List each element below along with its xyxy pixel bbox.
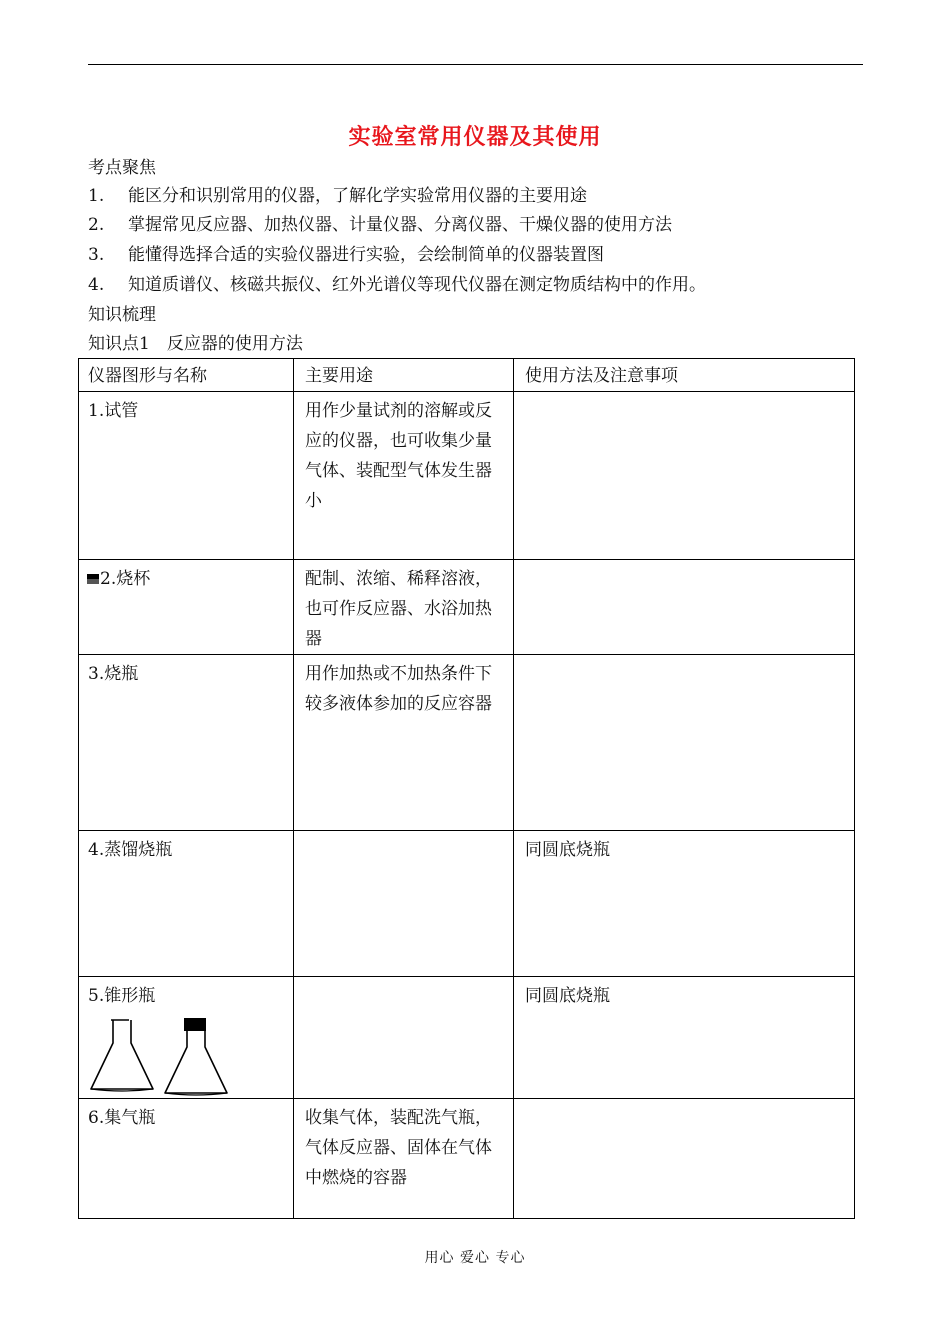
instrument-name: 6.集气瓶 [88,1108,156,1128]
objective-4 [88,274,706,296]
instrument-notes [514,1099,854,1103]
usage-cell [294,831,514,977]
notes-cell [514,977,855,1099]
instrument-notes: 同圆底烧瓶 [525,986,610,1006]
header-cell [79,359,294,392]
name-cell [79,831,294,977]
name-cell [79,392,294,560]
header-cell [514,359,855,392]
table-row [79,831,855,977]
objective-text: 知道质谱仪、核磁共振仪、红外光谱仪等现代仪器在测定物质结构中的作用。 [128,275,706,295]
usage-cell [294,560,514,655]
objective-2 [88,214,672,236]
name-cell [79,977,294,1099]
table-row [79,560,855,655]
section-focus-heading: 考点聚焦 [88,158,156,178]
name-cell [79,560,294,655]
flask-illustrations [89,1017,293,1097]
objective-number: 3. [88,245,105,265]
instrument-usage: 收集气体，装配洗气瓶，气体反应器、固体在气体中燃烧的容器 [305,1108,492,1188]
name-cell [79,655,294,831]
stoppered-conical-flask-icon [163,1017,229,1097]
instrument-usage [294,977,513,981]
instrument-name: 2.烧杯 [100,569,151,589]
header-name: 仪器图形与名称 [88,366,207,386]
objective-number: 1. [88,186,105,206]
table-header-row [79,359,855,392]
header-cell [294,359,514,392]
instrument-name: 1.试管 [88,401,139,421]
objective-number: 4. [88,275,105,295]
knowledge-point-heading: 知识点1 反应器的使用方法 [88,334,303,354]
instrument-notes: 同圆底烧瓶 [525,840,610,860]
header-notes: 使用方法及注意事项 [525,366,678,386]
table-row [79,1099,855,1219]
table-row [79,655,855,831]
header-rule [88,64,863,65]
table-row [79,977,855,1099]
page-title: 实验室常用仪器及其使用 [348,125,602,150]
header-usage: 主要用途 [305,366,373,386]
instrument-table [78,358,855,1219]
instrument-usage: 用作加热或不加热条件下较多液体参加的反应容器 [305,664,492,714]
objective-text: 掌握常见反应器、加热仪器、计量仪器、分离仪器、干燥仪器的使用方法 [128,215,672,235]
instrument-notes [514,655,854,659]
conical-flask-icon [89,1017,155,1093]
notes-cell [514,392,855,560]
instrument-name: 4.蒸馏烧瓶 [88,840,173,860]
table-row [79,392,855,560]
usage-cell [294,392,514,560]
instrument-name-wrap [79,560,293,594]
name-cell [79,1099,294,1219]
notes-cell [514,1099,855,1219]
objective-1 [88,185,587,207]
notes-cell [514,560,855,655]
usage-cell [294,655,514,831]
section-knowledge-heading: 知识梳理 [88,305,156,325]
instrument-usage: 用作少量试剂的溶解或反应的仪器，也可收集少量气体、装配型气体发生器小 [305,401,492,511]
instrument-notes [514,560,854,564]
objective-3 [88,244,604,266]
instrument-notes [514,392,854,396]
instrument-name: 5.锥形瓶 [88,986,156,1006]
objective-text: 能区分和识别常用的仪器，了解化学实验常用仪器的主要用途 [128,186,587,206]
beaker-mark-icon [87,574,99,584]
instrument-usage [294,831,513,835]
objective-number: 2. [88,215,105,235]
usage-cell [294,977,514,1099]
instrument-name: 3.烧瓶 [88,664,139,684]
notes-cell [514,655,855,831]
instrument-usage: 配制、浓缩、稀释溶液，也可作反应器、水浴加热器 [305,569,492,649]
notes-cell [514,831,855,977]
objective-text: 能懂得选择合适的实验仪器进行实验，会绘制简单的仪器装置图 [128,245,604,265]
page-footer: 用心 爱心 专心 [424,1250,526,1266]
usage-cell [294,1099,514,1219]
